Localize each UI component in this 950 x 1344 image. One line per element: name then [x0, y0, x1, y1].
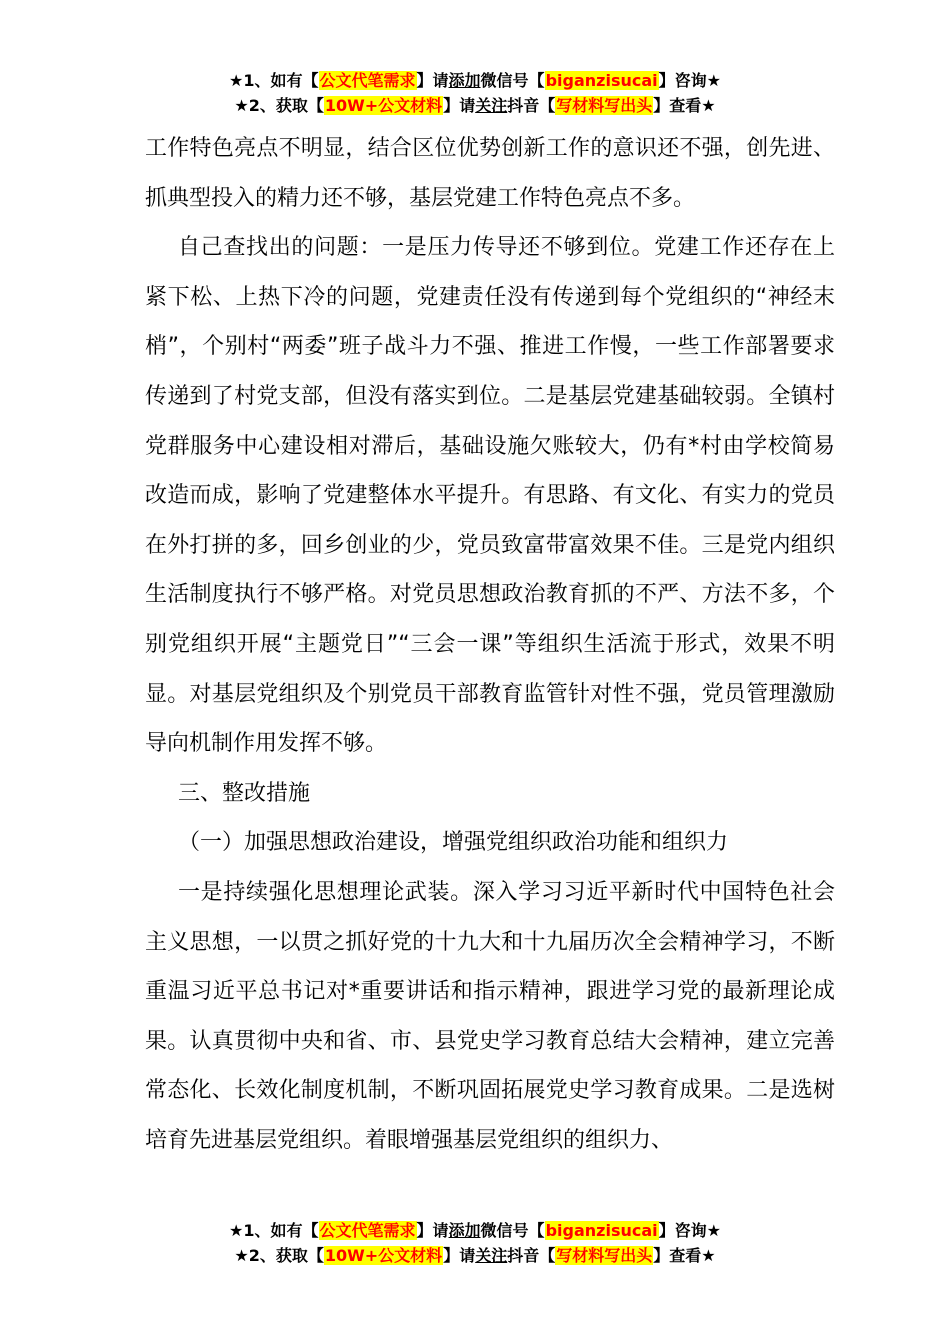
section-heading-rectification: 三、整改措施 [178, 780, 311, 806]
banner-text: ★2、获取【 [234, 96, 324, 115]
underlined-add: 添加 [448, 71, 481, 90]
banner-text: ★1、如有【 [229, 71, 319, 90]
banner-text: 】查看★ [653, 1246, 716, 1265]
banner-line-2 [0, 93, 950, 118]
paragraph-self-check-issues: 自己查找出的问题：一是压力传导还不够到位。党建工作还存在上紧下松、上热下冷的问题，党建责任没有传递到每个党组织的“神经末梢”，个别村“两委”班子战斗力不强、推进工作慢，一些工作部署要求传递到了村党支部，但没有落实到位。二是基层党建基础较弱。全镇村党群服务中心建设相对滞后，基础设施欠账较大，仍有*村由学校简易改造而成，影响了党建整体水平提升。有思路、有文化、有实力的党员在外打拼的多，回乡创业的少，党员致富带富效果不佳。三是党内组织生活制度执行不够严格。对党员思想政治教育抓的不严、方法不多，个别党组织开展“主题党日”“三会一课”等组织生活流于形式，效果不明显。对基层党组织及个别党员干部教育监管针对性不强，党员管理激励导向机制作用发挥不够。 [145, 235, 835, 757]
highlight-ghostwriting: 公文代笔需求 [319, 1221, 416, 1240]
underlined-add: 添加 [448, 1221, 481, 1240]
highlight-wechat-id: biganzisucai [545, 1221, 658, 1240]
banner-text: ★1、如有【 [229, 1221, 319, 1240]
paragraph-continued: 工作特色亮点不明显，结合区位优势创新工作的意识还不强，创先进、抓典型投入的精力还不够，基层党建工作特色亮点不多。 [145, 136, 835, 211]
banner-text: 微信号【 [480, 1221, 545, 1240]
banner-line-1 [0, 1218, 950, 1243]
banner-text: 】咨询★ [658, 1221, 721, 1240]
header-banner [0, 68, 950, 118]
document-body [145, 124, 835, 1165]
highlight-ghostwriting: 公文代笔需求 [319, 71, 416, 90]
banner-text: 】请 [416, 1221, 449, 1240]
banner-text: 】请 [443, 1246, 476, 1265]
banner-text: 】请 [416, 71, 449, 90]
highlight-douyin-account: 写材料写出头 [556, 1246, 653, 1265]
subsection-heading-1: （一）加强思想政治建设，增强党组织政治功能和组织力 [178, 830, 729, 856]
banner-text: 】咨询★ [658, 71, 721, 90]
highlight-wechat-id: biganzisucai [545, 71, 658, 90]
banner-text: 微信号【 [480, 71, 545, 90]
banner-text: 抖音【 [507, 96, 556, 115]
banner-line-2 [0, 1243, 950, 1268]
paragraph-measures: 一是持续强化思想理论武装。深入学习习近平新时代中国特色社会主义思想，一以贯之抓好党的十九大和十九届历次全会精神学习，不断重温习近平总书记对*重要讲话和指示精神，跟进学习党的最新理论成果。认真贯彻中央和省、市、县党史学习教育总结大会精神，建立完善常态化、长效化制度机制，不断巩固拓展党史学习教育成果。二是选树培育先进基层党组织。着眼增强基层党组织的组织力、 [145, 879, 835, 1153]
highlight-douyin-account: 写材料写出头 [556, 96, 653, 115]
banner-text: 】请 [443, 96, 476, 115]
banner-text: ★2、获取【 [234, 1246, 324, 1265]
highlight-materials: 10W+公文材料 [324, 96, 443, 115]
banner-line-1 [0, 68, 950, 93]
underlined-follow: 关注 [475, 96, 508, 115]
banner-text: 抖音【 [507, 1246, 556, 1265]
banner-text: 】查看★ [653, 96, 716, 115]
highlight-materials: 10W+公文材料 [324, 1246, 443, 1265]
footer-banner [0, 1218, 950, 1268]
underlined-follow: 关注 [475, 1246, 508, 1265]
